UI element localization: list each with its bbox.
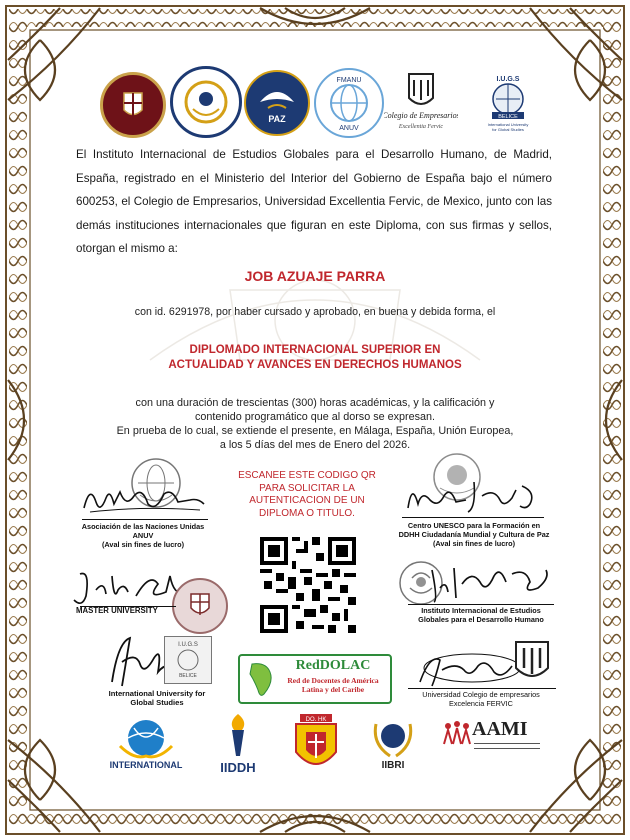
aami-underline [474, 743, 540, 749]
master-crest-icon [103, 75, 163, 135]
caption-line: MASTER UNIVERSITY [76, 606, 158, 615]
svg-text:Colegio de Empresarios: Colegio de Empresarios [384, 111, 458, 120]
signature-line [408, 688, 556, 689]
caption-line: Global Studies [130, 698, 184, 707]
reddolac-subtitle [278, 676, 388, 694]
iiddh-logo [210, 712, 266, 778]
qr-code[interactable] [260, 537, 356, 633]
svg-text:International University: International University [487, 122, 529, 127]
svg-text:FMANU: FMANU [336, 77, 362, 84]
qr-note-line: DIPLOMA O TITULO. [259, 507, 355, 519]
latam-map-icon [244, 660, 278, 698]
svg-text:Excellentia Fervic: Excellentia Fervic [398, 124, 444, 130]
master-university-seal-icon [100, 72, 166, 138]
qr-note-line: ESCANEE ESTE CODIGO QR [238, 470, 376, 481]
iugs-belice-seal-icon [472, 72, 544, 134]
aami-logo [442, 718, 542, 752]
caption-line: Universidad Colegio de empresarios [422, 690, 540, 699]
fmanu-globe-seal-icon [314, 68, 384, 138]
reddolac-title: RedDOLAC [295, 658, 371, 673]
iibri-logo [368, 714, 418, 778]
diploma-title-line: DIPLOMADO INTERNACIONAL SUPERIOR EN [189, 344, 441, 356]
svg-text:DO. HK: DO. HK [305, 717, 327, 723]
svg-text:I.U.G.S: I.U.G.S [178, 642, 198, 648]
signature-line [402, 517, 544, 518]
caption-line: International University for [108, 689, 206, 698]
caption-line: ANUV [132, 531, 154, 540]
colegio-crest-stamp-icon [508, 638, 556, 688]
do-hk-crest-logo [286, 712, 346, 778]
iugs-caption [94, 689, 220, 707]
body-line: con una duración de trescientas (300) horas académicas, y la calificación y [135, 397, 495, 409]
reddolac-logo [238, 654, 392, 704]
caption-line: Instituto Internacional de Estudios [421, 606, 541, 615]
qr-note-line: AUTENTICACION DE UN [249, 495, 365, 506]
diploma-title [120, 343, 510, 373]
master-caption [76, 606, 176, 615]
caption-line: (Aval sin fines de lucro) [432, 539, 516, 548]
svg-text:for Global Studies: for Global Studies [492, 127, 524, 132]
body-line: a los 5 días del mes de Enero del 2026. [219, 439, 411, 451]
qr-instructions [222, 470, 392, 520]
caption-line: Centro UNESCO para la Formación en [407, 521, 541, 530]
qr-note-line: PARA SOLICITAR LA [259, 482, 355, 494]
recipient-name: JOB AZUAJE PARRA [244, 268, 386, 284]
body-line: contenido programático que al dorso se expresan. [194, 411, 436, 423]
fervic-caption [398, 690, 564, 708]
signature-unesco [404, 478, 544, 518]
iiddh-label: IIDDH [220, 760, 256, 775]
aami-label: AAMI [472, 718, 528, 740]
reddolac-subtitle-line: Red de Docentes de América [287, 676, 379, 685]
caption-line: Asociación de las Naciones Unidas [81, 522, 205, 531]
caption-line: DDHH Ciudadanía Mundial y Cultura de Paz [398, 530, 550, 539]
iibri-label: IIBRI [381, 760, 405, 771]
international-label: INTERNATIONAL [109, 760, 183, 770]
svg-text:ANUV: ANUV [339, 125, 359, 132]
signature-iiegdh [426, 560, 556, 608]
signature-line [82, 519, 208, 520]
colegio-de-empresarios-crest-icon [384, 70, 458, 132]
diploma-body [100, 396, 530, 452]
intro-paragraph: El Instituto Internacional de Estudios Globales para el Desarrollo Humano, de Madrid, España, registrado en el Ministerio del Interior del Gobierno de España bajo el número 600253, el Colegio de Empresarios, Universidad Excellentia Fervic, de Mexico, junto con las demás instituciones internacionales que figuran en este Diploma, con sus firmas y sellos, otorgan el mismo a: [76, 148, 552, 255]
torch-icon [210, 712, 266, 758]
iiegdh-laurel-seal-icon [170, 66, 242, 138]
svg-text:I.U.G.S: I.U.G.S [496, 76, 520, 83]
svg-text:BELICE: BELICE [179, 673, 197, 679]
id-line: con id. 6291978, por haber cursado y aprobado, en buena y debida forma, el [134, 306, 496, 318]
body-line: En prueba de lo cual, se extiende el presente, en Málaga, España, Unión Europea, [116, 425, 514, 437]
people-icon [442, 720, 472, 746]
signature-anuv [80, 478, 210, 520]
iugs-stamp-icon [164, 636, 212, 684]
anuv-caption [62, 522, 224, 549]
caption-line: Excelencia FERVIC [449, 699, 513, 708]
unesco-caption [384, 521, 564, 548]
reddolac-subtitle-line: Latina y del Caribe [301, 685, 365, 694]
signature-fervic [412, 646, 522, 690]
caption-line: (Aval sin fines de lucro) [101, 540, 185, 549]
globe-hands-icon [104, 716, 188, 760]
iiegdh-caption [396, 606, 566, 624]
diploma-title-line: ACTUALIDAD Y AVANCES EN DERECHOS HUMANOS [168, 359, 462, 371]
svg-text:PAZ: PAZ [268, 114, 286, 124]
international-logo [104, 716, 188, 776]
caption-line: Globales para el Desarrollo Humano [418, 615, 544, 624]
signature-line [408, 604, 554, 605]
shield-crest-icon [286, 712, 346, 778]
svg-text:BELICE: BELICE [498, 114, 518, 120]
paz-dove-seal-icon [244, 70, 310, 136]
laurel-wreath-icon [368, 714, 418, 760]
master-university-stamp-icon [172, 578, 228, 634]
